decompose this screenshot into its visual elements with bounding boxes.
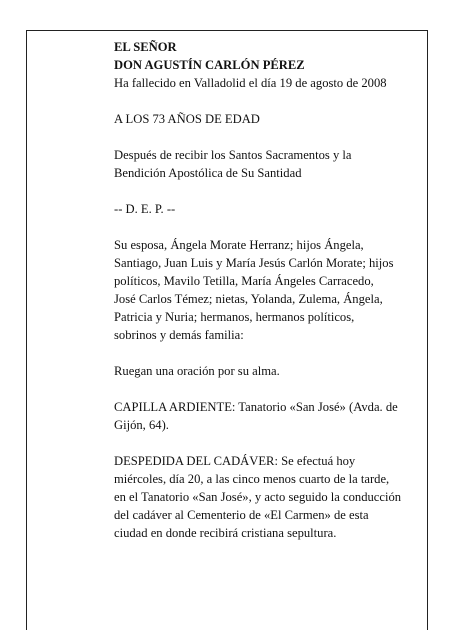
age-line: A LOS 73 AÑOS DE EDAD <box>114 112 260 126</box>
sacraments-line: Después de recibir los Santos Sacramentos y la <box>114 148 352 162</box>
farewell-paragraph <box>114 452 430 542</box>
deceased-name: DON AGUSTÍN CARLÓN PÉREZ <box>114 58 305 72</box>
farewell-line: del cadáver al Cementerio de «El Carmen» de esta <box>114 508 369 522</box>
rip-line: -- D. E. P. -- <box>114 202 176 216</box>
farewell-line: DESPEDIDA DEL CADÁVER: Se efectuá hoy <box>114 454 356 468</box>
farewell-line: miércoles, día 20, a las cinco menos cuarto de la tarde, <box>114 472 390 486</box>
family-line: sobrinos y demás familia: <box>114 328 244 342</box>
death-date-line: Ha fallecido en Valladolid el día 19 de agosto de 2008 <box>114 76 387 90</box>
family-line: Patricia y Nuria; hermanos, hermanos políticos, <box>114 310 355 324</box>
sacraments-line: Bendición Apostólica de Su Santidad <box>114 166 302 180</box>
chapel-paragraph <box>114 398 430 434</box>
family-paragraph <box>114 236 430 344</box>
farewell-line: en el Tanatorio «San José», y acto seguido la conducción <box>114 490 402 504</box>
family-line: políticos, Mavilo Tetilla, María Ángeles Carracedo, <box>114 274 374 288</box>
chapel-line: CAPILLA ARDIENTE: Tanatorio «San José» (Avda. de <box>114 400 398 414</box>
obituary-notice <box>114 38 430 542</box>
chapel-line: Gijón, 64). <box>114 418 169 432</box>
family-line: Santiago, Juan Luis y María Jesús Carlón Morate; hijos <box>114 256 394 270</box>
farewell-line: ciudad en donde recibirá cristiana sepultura. <box>114 526 337 540</box>
family-line: Su esposa, Ángela Morate Herranz; hijos Ángela, <box>114 238 364 252</box>
heading-title: EL SEÑOR <box>114 40 177 54</box>
prayer-line: Ruegan una oración por su alma. <box>114 364 280 378</box>
sacraments-paragraph <box>114 146 430 182</box>
family-line: José Carlos Témez; nietas, Yolanda, Zulema, Ángela, <box>114 292 383 306</box>
